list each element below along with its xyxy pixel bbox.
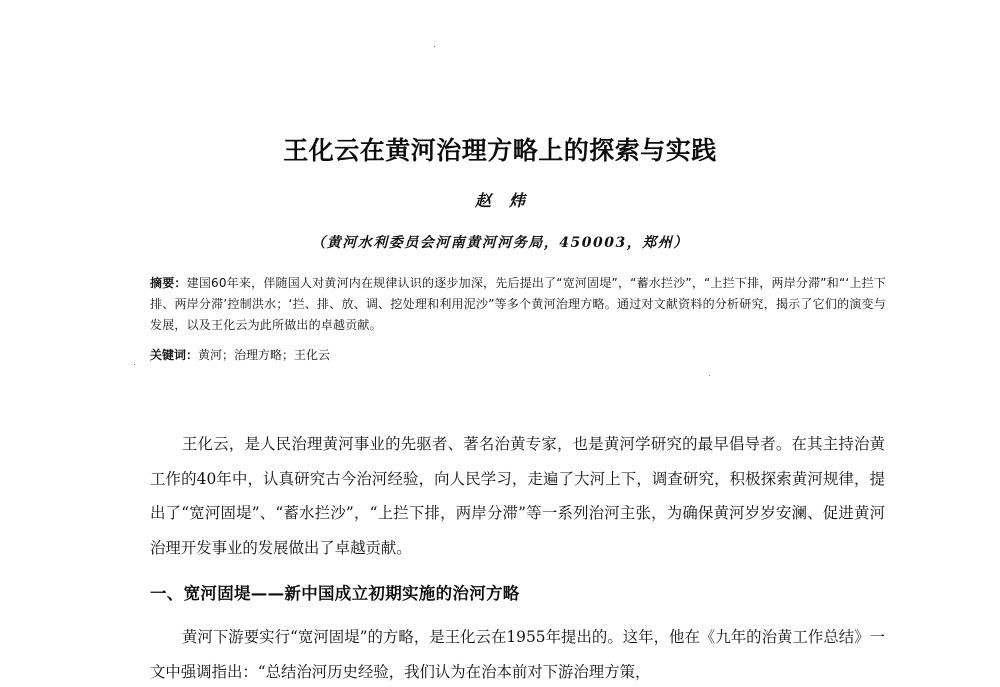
paper-title: 王化云在黄河治理方略上的探索与实践 [283, 136, 717, 165]
abstract-text: 建国60年来，伴随国人对黄河内在规律认识的逐步加深，先后提出了“宽河固堤”，“蓄水拦沙”，“上拦下排，两岸分滞”和“‘上拦下排、两岸分滞’控制洪水；‘拦、排、放、调、挖处理和利用泥沙”等多个黄河治理方略。通过对文献资料的分析研究，揭示了它们的演变与发展，以及王化云为此所做出的卓越贡献。 [150, 276, 886, 332]
scan-speck [134, 364, 135, 365]
section-heading: 一、宽河固堤——新中国成立初期实施的治河方略 [150, 584, 520, 603]
paper-author: 赵炜 [474, 191, 543, 210]
scan-speck [434, 46, 435, 47]
keywords-text: 黄河；治理方略；王化云 [198, 348, 331, 362]
scan-speck [709, 375, 710, 376]
keywords [150, 345, 886, 366]
keywords-label: 关键词： [150, 348, 199, 362]
abstract [150, 273, 886, 336]
body-paragraph: 黄河下游要实行“宽河固堤”的方略，是王化云在1955年提出的。这年，他在《九年的治黄工作总结》一文中强调指出：“总结治河历史经验，我们认为在治本前对下游治理方策， [150, 628, 885, 681]
abstract-label: 摘要： [150, 276, 187, 290]
author-affiliation: （黄河水利委员会河南黄河河务局，450003，郑州） [311, 235, 689, 251]
body-paragraph: 王化云，是人民治理黄河事业的先驱者、著名治黄专家，也是黄河学研究的最早倡导者。在其主持治黄工作的40年中，认真研究古今治河经验，向人民学习，走遍了大河上下，调查研究，积极探索黄河规律，提出了“宽河固堤”、“蓄水拦沙”，“上拦下排，两岸分滞”等一系列治河主张，为确保黄河岁岁安澜、促进黄河治理开发事业的发展做出了卓越贡献。 [150, 435, 885, 557]
